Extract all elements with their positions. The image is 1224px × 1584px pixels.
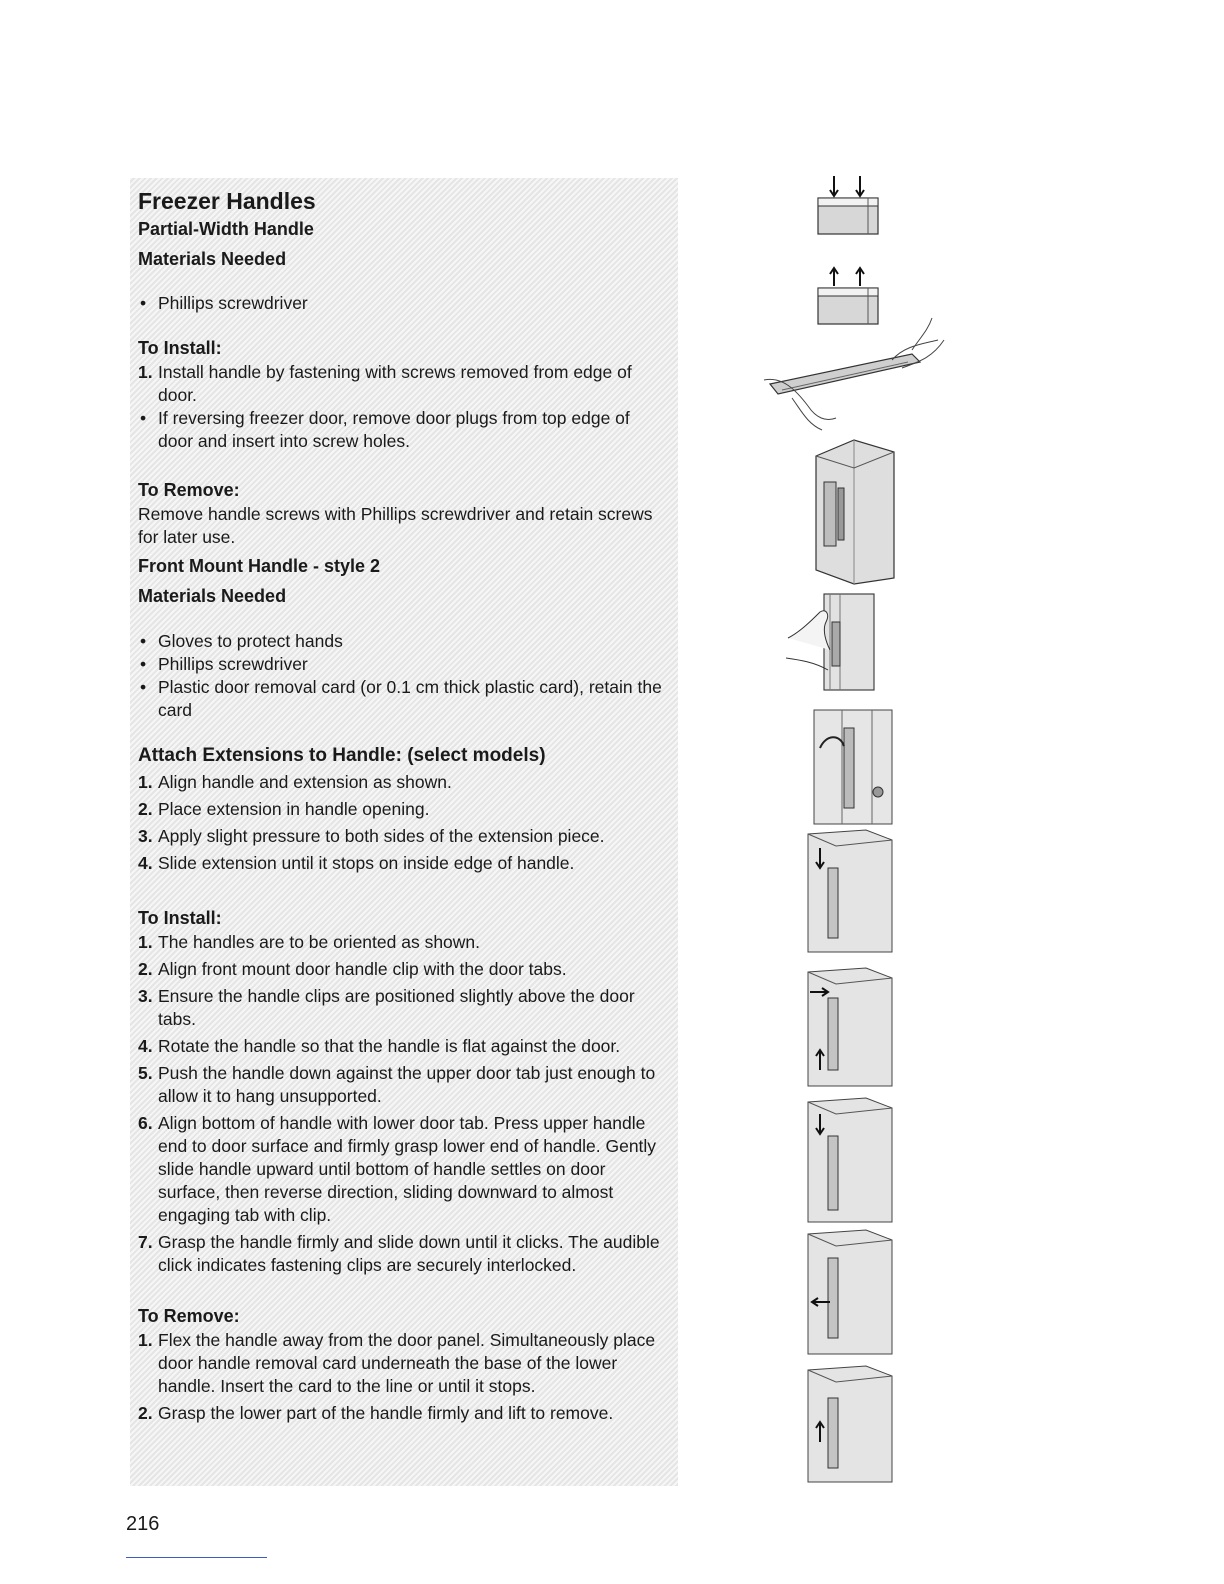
list-item: • If reversing freezer door, remove door plugs from top edge of door and insert into screw holes.	[140, 408, 630, 451]
materials-heading-1: Materials Needed	[138, 249, 287, 269]
front-mount-heading: Front Mount Handle - style 2	[138, 556, 381, 576]
list-item: 3. Ensure the handle clips are positioned slightly above the door tabs.	[138, 986, 635, 1029]
list-item: 1. Install handle by fastening with screws removed from edge of door.	[138, 362, 632, 405]
materials-list-1	[138, 292, 668, 315]
attach-extensions-heading: Attach Extensions to Handle: (select models)	[138, 745, 546, 766]
list-item: 7. Grasp the handle firmly and slide down until it clicks. The audible click indicates fastening clips are securely interlocked.	[138, 1232, 660, 1275]
attach-steps	[138, 771, 668, 875]
remove-heading-2: To Remove:	[138, 1306, 240, 1326]
remove-steps-2	[138, 1329, 668, 1425]
list-item: 2. Align front mount door handle clip with the door tabs.	[138, 959, 567, 979]
remove-heading-1: To Remove:	[138, 480, 240, 500]
list-item: 2. Grasp the lower part of the handle firmly and lift to remove.	[138, 1403, 614, 1423]
list-item: 4. Rotate the handle so that the handle is flat against the door.	[138, 1036, 621, 1056]
list-item: 5. Push the handle down against the upper door tab just enough to allow it to hang unsupported.	[138, 1063, 656, 1106]
remove-illustration	[806, 1364, 894, 1486]
install-steps-2	[138, 931, 668, 1277]
remove-text-1: Remove handle screws with Phillips screwdriver and retain screws for later use.	[138, 504, 653, 547]
install-step-2-illustration	[806, 966, 894, 1090]
install-steps-1	[138, 361, 668, 453]
install-step-1-illustration	[806, 828, 894, 956]
list-item: 6. Align bottom of handle with lower door tab. Press upper handle end to door surface and firmly grasp lower end of handle. Gently slide handle upward until bottom of handle settles on door surface, then reverse direction, sliding downward to almost engaging tab with clip.	[138, 1113, 657, 1225]
hand-handle-illustration	[762, 310, 952, 434]
footer-rule	[126, 1557, 267, 1558]
install-step-3-illustration	[806, 1096, 894, 1226]
page-title: Freezer Handles	[138, 188, 316, 214]
glove-door-illustration	[786, 592, 876, 692]
list-item: 2. Place extension in handle opening.	[138, 799, 430, 819]
list-item: 1. Flex the handle away from the door panel. Simultaneously place door handle removal card underneath the base of the lower handle. Insert the card to the line or until it stops.	[138, 1330, 656, 1396]
list-item: • Plastic door removal card (or 0.1 cm thick plastic card), retain the card	[140, 677, 662, 720]
install-heading-1: To Install:	[138, 338, 222, 358]
list-item: 4. Slide extension until it stops on inside edge of handle.	[138, 853, 575, 873]
list-item: • Phillips screwdriver	[140, 293, 308, 313]
install-step-4-illustration	[806, 1228, 894, 1358]
list-item: • Gloves to protect hands	[140, 631, 343, 651]
materials-list-2	[138, 630, 668, 722]
list-item: 1. The handles are to be oriented as shown.	[138, 932, 481, 952]
materials-heading-2: Materials Needed	[138, 586, 287, 606]
list-item: 3. Apply slight pressure to both sides of the extension piece.	[138, 826, 605, 846]
screw-down-illustration	[812, 172, 884, 236]
extension-illustration	[812, 708, 894, 826]
list-item: • Phillips screwdriver	[140, 654, 308, 674]
page-number: 216	[126, 1513, 160, 1535]
install-heading-2: To Install:	[138, 908, 222, 928]
partial-width-heading: Partial-Width Handle	[138, 219, 314, 239]
list-item: 1. Align handle and extension as shown.	[138, 772, 452, 792]
door-front-illustration	[814, 438, 896, 586]
instructions-text	[138, 186, 668, 1425]
